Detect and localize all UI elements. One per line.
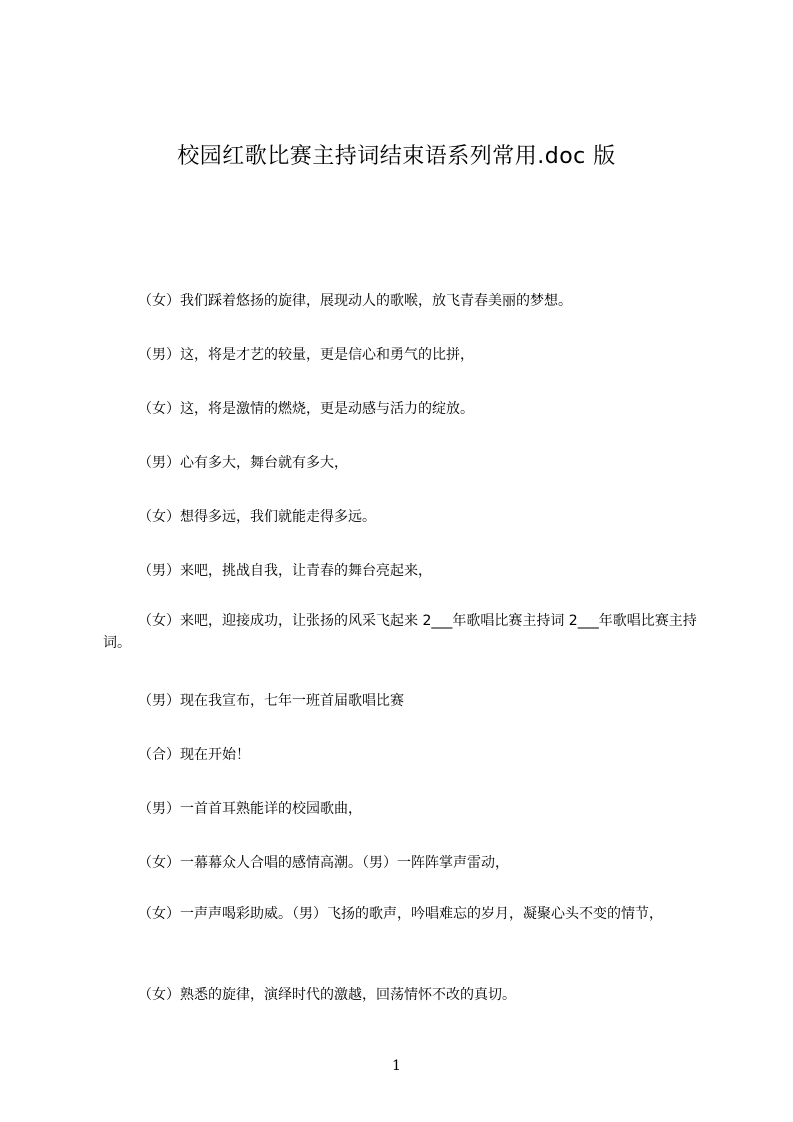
paragraph: （男）心有多大，舞台就有多大，	[138, 455, 348, 471]
paragraph: （女）想得多远，我们就能走得多远。	[138, 509, 376, 525]
page-number: 1	[392, 1058, 401, 1074]
paragraph: （女）来吧，迎接成功，让张扬的风采飞起来 2___年歌唱比赛主持词 2___年歌唱比赛主持词。	[103, 613, 697, 651]
document-title: 校园红歌比赛主持词结束语系列常用.doc 版	[177, 144, 616, 169]
paragraph: （女）这，将是激情的燃烧，更是动感与活力的绽放。	[138, 401, 474, 417]
paragraph: （女）熟悉的旋律，演绎时代的激越，回荡情怀不改的真切。	[138, 987, 516, 1003]
paragraph: （女）一声声喝彩助威。（男）飞扬的歌声，吟唱难忘的岁月，凝聚心头不变的情节，	[138, 906, 663, 922]
paragraph: （女）我们踩着悠扬的旋律，展现动人的歌喉，放飞青春美丽的梦想。	[138, 293, 572, 309]
paragraph: （女）一幕幕众人合唱的感情高潮。（男）一阵阵掌声雷动，	[138, 855, 509, 871]
paragraph: （男）现在我宣布，七年一班首届歌唱比赛	[138, 693, 404, 709]
paragraph: （男）来吧，挑战自我，让青春的舞台亮起来，	[138, 563, 432, 579]
paragraph: （合）现在开始！	[138, 747, 250, 763]
paragraph: （男）这，将是才艺的较量，更是信心和勇气的比拼，	[138, 347, 474, 363]
paragraph: （男）一首首耳熟能详的校园歌曲，	[138, 801, 362, 817]
